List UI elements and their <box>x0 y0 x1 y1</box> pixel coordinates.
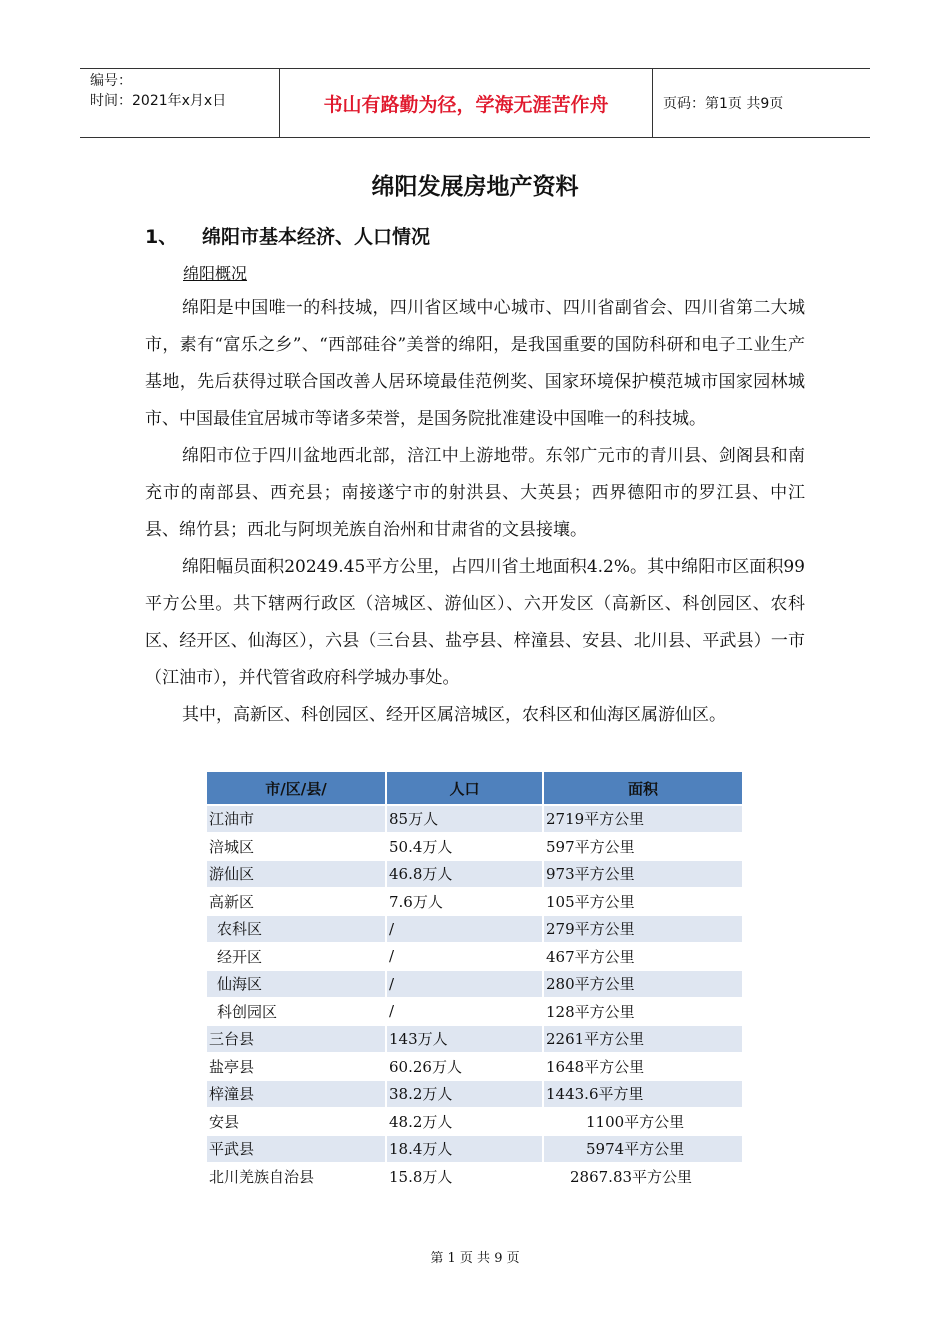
cell-population: / <box>387 914 544 942</box>
cell-area: 1443.6平方里 <box>544 1079 742 1107</box>
cell-population: 15.8万人 <box>387 1162 544 1190</box>
document-title: 绵阳发展房地产资料 <box>371 174 579 200</box>
cell-district: 北川羌族自治县 <box>207 1162 387 1190</box>
table-row <box>207 859 742 887</box>
table-row <box>207 1052 742 1080</box>
header-page-label: 页码：第1页 共9页 <box>663 96 784 112</box>
cell-district: 游仙区 <box>207 859 387 887</box>
table-row <box>207 914 742 942</box>
population-area-table <box>207 772 742 1189</box>
table-row <box>207 997 742 1025</box>
paragraph: 其中，高新区、科创园区、经开区属涪城区，农科区和仙海区属游仙区。 <box>182 705 726 725</box>
cell-district: 江油市 <box>207 804 387 832</box>
cell-district: 农科区 <box>207 914 387 942</box>
table-row <box>207 1107 742 1135</box>
cell-area: 280平方公里 <box>544 969 742 997</box>
cell-district: 平武县 <box>207 1134 387 1162</box>
document-date-label: 时间：2021年x月x日 <box>90 93 227 109</box>
section-number: 1、 <box>145 226 178 248</box>
cell-population: 60.26万人 <box>387 1052 544 1080</box>
cell-district: 经开区 <box>207 942 387 970</box>
cell-population: 7.6万人 <box>387 887 544 915</box>
cell-population: 50.4万人 <box>387 832 544 860</box>
cell-population: / <box>387 997 544 1025</box>
cell-population: 85万人 <box>387 804 544 832</box>
cell-district: 安县 <box>207 1107 387 1135</box>
cell-area: 597平方公里 <box>544 832 742 860</box>
section-title: 绵阳市基本经济、人口情况 <box>202 226 431 248</box>
section-heading <box>145 222 430 249</box>
cell-area: 5974平方公里 <box>544 1134 742 1162</box>
cell-district: 科创园区 <box>207 997 387 1025</box>
table-row <box>207 1024 742 1052</box>
document-number-label: 编号： <box>90 73 132 89</box>
cell-area: 1100平方公里 <box>544 1107 742 1135</box>
table-row <box>207 804 742 832</box>
column-header-population: 人口 <box>387 772 544 804</box>
cell-district: 三台县 <box>207 1024 387 1052</box>
cell-district: 盐亭县 <box>207 1052 387 1080</box>
table-header-row <box>207 772 742 804</box>
cell-district: 涪城区 <box>207 832 387 860</box>
header-meta <box>80 69 280 137</box>
table-row <box>207 1134 742 1162</box>
cell-population: / <box>387 969 544 997</box>
table-row <box>207 942 742 970</box>
paragraph: 绵阳幅员面积20249.45平方公里，占四川省土地面积4.2%。其中绵阳市区面积99平方公里。共下辖两行政区（涪城区、游仙区）、六开发区（高新区、科创园区、农科区、经开区、仙海区），六县（三台县、盐亭县、梓潼县、安县、北川县、平武县）一市（江油市），并代管省政府科学城办事处。 <box>145 557 805 688</box>
cell-area: 2261平方公里 <box>544 1024 742 1052</box>
cell-population: 38.2万人 <box>387 1079 544 1107</box>
table-row <box>207 1079 742 1107</box>
table-row <box>207 969 742 997</box>
table-row <box>207 832 742 860</box>
column-header-area: 面积 <box>544 772 742 804</box>
cell-population: 143万人 <box>387 1024 544 1052</box>
cell-area: 105平方公里 <box>544 887 742 915</box>
cell-area: 1648平方公里 <box>544 1052 742 1080</box>
page-footer: 第 1 页 共 9 页 <box>430 1251 520 1266</box>
body-text <box>145 290 805 734</box>
table-row <box>207 887 742 915</box>
cell-population: / <box>387 942 544 970</box>
cell-area: 279平方公里 <box>544 914 742 942</box>
cell-area: 467平方公里 <box>544 942 742 970</box>
cell-district: 梓潼县 <box>207 1079 387 1107</box>
header-motto: 书山有路勤为径，学海无涯苦作舟 <box>280 69 653 137</box>
cell-area: 2719平方公里 <box>544 804 742 832</box>
table-row <box>207 1162 742 1190</box>
cell-district: 仙海区 <box>207 969 387 997</box>
page-header <box>80 68 870 138</box>
cell-area: 2867.83平方公里 <box>544 1162 742 1190</box>
cell-population: 46.8万人 <box>387 859 544 887</box>
cell-area: 128平方公里 <box>544 997 742 1025</box>
cell-population: 48.2万人 <box>387 1107 544 1135</box>
cell-population: 18.4万人 <box>387 1134 544 1162</box>
paragraph: 绵阳市位于四川盆地西北部，涪江中上游地带。东邻广元市的青川县、剑阁县和南充市的南部县、西充县；南接遂宁市的射洪县、大英县；西界德阳市的罗江县、中江县、绵竹县；西北与阿坝羌族自治州和甘肃省的文县接壤。 <box>145 446 805 540</box>
subsection-heading: 绵阳概况 <box>183 264 248 283</box>
column-header-district: 市/区/县/ <box>207 772 387 804</box>
cell-district: 高新区 <box>207 887 387 915</box>
paragraph: 绵阳是中国唯一的科技城，四川省区域中心城市、四川省副省会、四川省第二大城市，素有“富乐之乡”、“西部硅谷”美誉的绵阳，是我国重要的国防科研和电子工业生产基地，先后获得过联合国改善人居环境最佳范例奖、国家环境保护模范城市国家园林城市、中国最佳宜居城市等诸多荣誉，是国务院批准建设中国唯一的科技城。 <box>145 298 805 429</box>
cell-area: 973平方公里 <box>544 859 742 887</box>
